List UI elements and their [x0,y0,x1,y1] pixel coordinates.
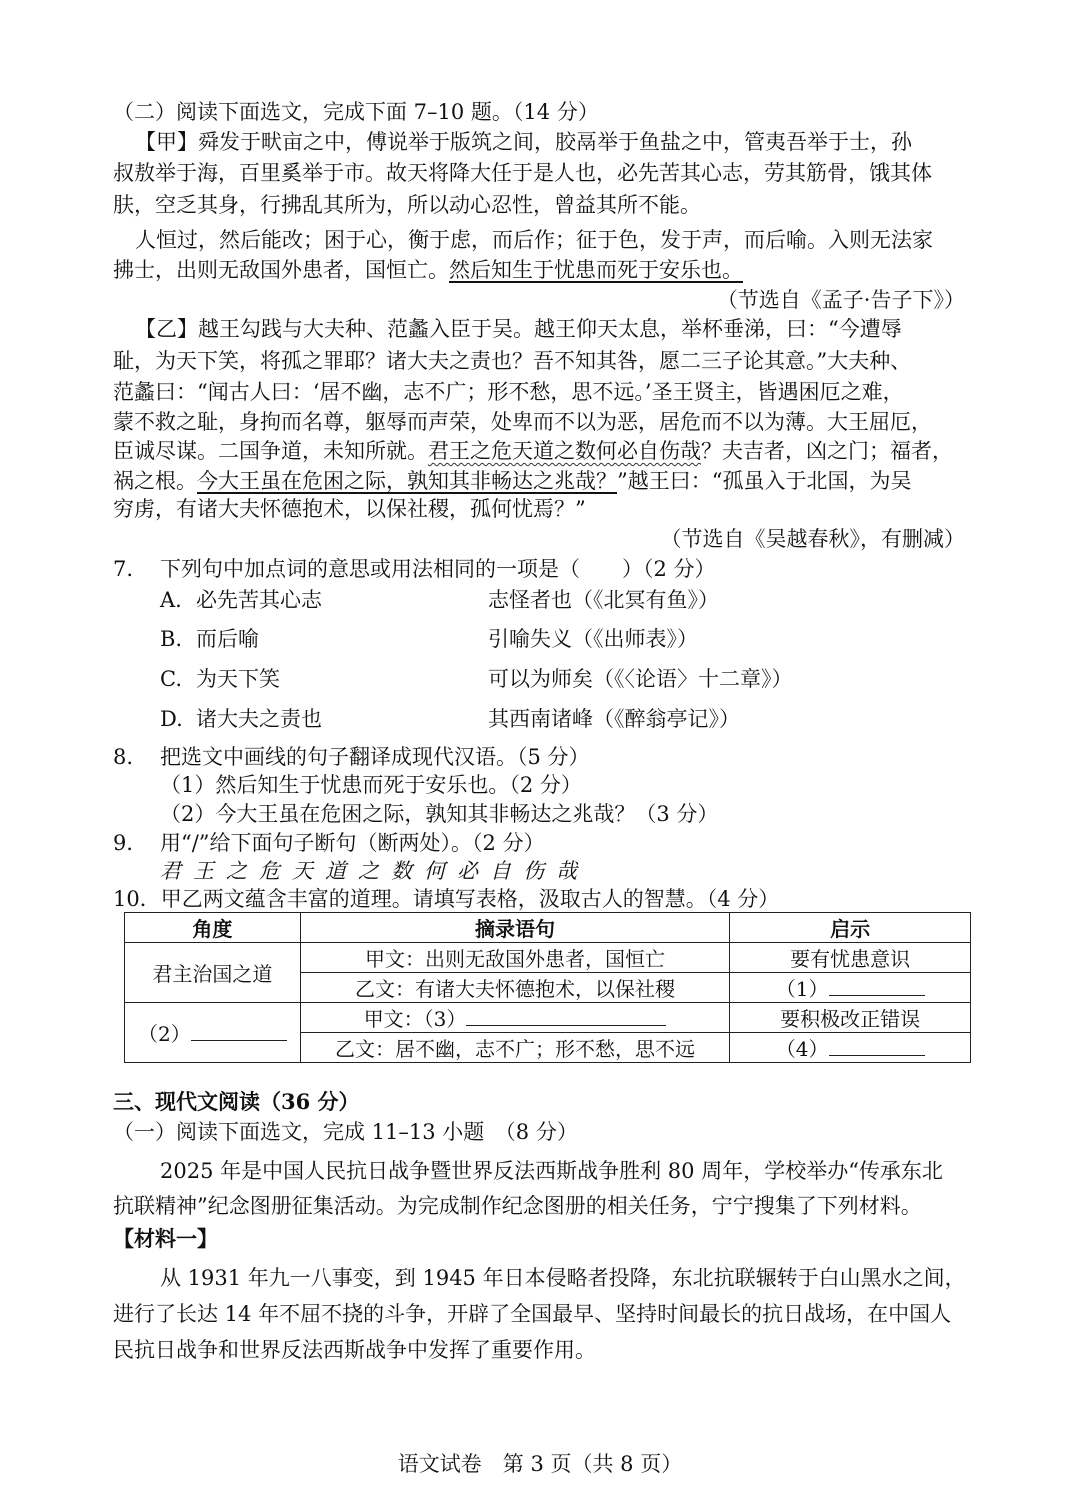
table-cell-quote: 乙文：居不幽，志不广；形不愁，思不远 [300,1033,729,1063]
q7-option-d-right: 其西南诸峰（《醉翁亭记》） [488,707,740,731]
yi-line-5 [113,436,953,466]
table-header-angle: 角度 [125,913,301,943]
material-1-label: 【材料一】 [113,1226,218,1251]
jia-line-5-text: 拂士，出则无敌国外患者，国恒亡。 [113,258,449,282]
q8-sub-2: （2）今大王虽在危困之际，孰知其非畅达之兆哉？（3 分） [160,802,719,826]
blank-label: （2） [138,1022,191,1046]
table-header-insight: 启示 [730,913,971,943]
q7-option-d-label: D. [160,707,183,731]
table-cell-blank-4[interactable] [730,1033,971,1063]
table-cell-quote: 乙文：有诸大夫怀德抱术，以保社稷 [300,973,729,1003]
answer-blank[interactable] [829,977,925,996]
q9-sentence: 君王之危天道之数何必自伤哉 [160,859,589,883]
jia-source: （节选自《孟子·告子下》） [716,288,965,312]
q8-stem: 把选文中画线的句子翻译成现代汉语。（5 分） [160,745,590,769]
page-footer: 语文试卷 第 3 页（共 8 页） [397,1452,683,1476]
jia-line-1: 【甲】舜发于畎亩之中，傅说举于版筑之间，胶鬲举于鱼盐之中，管夷吾举于士，孙 [135,130,912,154]
q7-option-b-right: 引喻失义（《出师表》） [488,627,698,651]
section-3-subheading: （一）阅读下面选文，完成 11–13 小题 （8 分） [113,1120,578,1144]
wavy-underlined-sentence: 君王之危天道之数何必自伤哉 [428,439,701,463]
table-cell-insight: 要积极改正错误 [730,1003,971,1033]
sec3-paragraph-2-line-3: 民抗日战争和世界反法西斯战争中发挥了重要作用。 [113,1338,596,1362]
q9-stem: 用“/”给下面句子断句（断两处）。（2 分） [160,831,545,855]
q7-option-b-label: B. [160,627,183,651]
sec3-paragraph-1-line-1: 2025 年是中国人民抗日战争暨世界反法西斯战争胜利 80 周年，学校举办“传承东北 [160,1159,943,1183]
section-heading: （二）阅读下面选文，完成下面 7–10 题。（14 分） [113,100,599,124]
blank-label: （1） [775,977,829,1001]
yi-line-1: 【乙】越王勾践与大夫种、范蠡入臣于吴。越王仰天太息，举杯垂涕，曰：“今遭辱 [135,317,902,341]
sec3-paragraph-2-line-2: 进行了长达 14 年不屈不挠的斗争，开辟了全国最早、坚持时间最长的抗日战场，在中国人 [113,1302,952,1326]
yi-source: （节选自《吴越春秋》，有删减） [660,527,965,551]
q10-stem: 10．甲乙两文蕴含丰富的道理。请填写表格，汲取古人的智慧。（4 分） [113,887,780,911]
table-cell-blank-1[interactable] [730,973,971,1003]
q7-option-c-label: C. [160,667,182,691]
q7-option-d-left: 诸大夫之责也 [196,707,322,731]
yi-line-7: 穷虏，有诸大夫怀德抱术，以保社稷，孤何忧焉？” [113,497,586,521]
underlined-sentence-1: 然后知生于忧患而死于安乐也。 [449,258,743,282]
q7-option-b-left: 而后喻 [196,627,259,651]
q7-number: 7. [113,557,134,581]
jia-line-2: 叔敖举于海，百里奚举于市。故天将降大任于是人也，必先苦其心志，劳其筋骨，饿其体 [113,161,932,185]
blank-label: 甲文：（3） [363,1007,467,1031]
table-cell-blank-3[interactable] [300,1003,729,1033]
q7-option-c-left: 为天下笑 [196,667,280,691]
yi-line-2: 耻，为天下笑，将孤之罪耶？诸大夫之责也？吾不知其咎，愿二三子论其意。”大夫种、 [113,349,912,373]
jia-line-5 [113,255,743,285]
q9-number: 9． [113,831,148,855]
underlined-sentence-2: 今大王虽在危困之际，孰知其非畅达之兆哉？ [197,469,617,493]
q8-sub-1: （1）然后知生于忧患而死于安乐也。（2 分） [160,773,582,797]
yi-line-6-tail: ”越王曰：“孤虽入于北国，为吴 [617,469,912,493]
q7-option-a-right: 志怪者也（《北冥有鱼》） [488,588,719,612]
yi-line-4: 蒙不救之耻，身拘而名尊，躯辱而声荣，处卑而不以为恶，居危而不以为薄。大王屈厄， [113,410,932,434]
q7-option-a-label: A. [160,588,182,612]
answer-blank[interactable] [191,1022,287,1041]
yi-line-6-head: 祸之根。 [113,469,197,493]
q7-option-c-right: 可以为师矣（《〈论语〉十二章》） [488,667,793,691]
table-cell-angle-1: 君主治国之道 [125,943,301,1003]
yi-line-6 [113,466,911,496]
table-header-quote: 摘录语句 [300,913,729,943]
table-cell-insight: 要有忧患意识 [730,943,971,973]
jia-line-4: 人恒过，然后能改；困于心，衡于虑，而后作；征于色，发于声，而后喻。入则无法家 [135,228,933,252]
answer-table [124,912,971,1063]
jia-line-3: 肤，空乏其身，行拂乱其所为，所以动心忍性，曾益其所不能。 [113,193,701,217]
section-3-heading: 三、现代文阅读（36 分） [113,1089,360,1114]
yi-line-5-tail: ？夫吉者，凶之门；福者， [701,439,953,463]
answer-blank[interactable] [829,1037,925,1056]
q8-number: 8. [113,745,134,769]
sec3-paragraph-2-line-1: 从 1931 年九一八事变，到 1945 年日本侵略者投降，东北抗联辗转于白山黑水之间， [160,1266,966,1290]
q7-option-a-left: 必先苦其心志 [196,588,322,612]
table-cell-blank-2[interactable] [125,1003,301,1063]
yi-line-3: 范蠡曰：“闻古人曰：‘居不幽，志不广；形不愁，思不远。’圣王贤主，皆遇困厄之难， [113,380,904,404]
sec3-paragraph-1-line-2: 抗联精神”纪念图册征集活动。为完成制作纪念图册的相关任务，宁宁搜集了下列材料。 [113,1194,922,1218]
answer-blank[interactable] [466,1007,666,1026]
q7-stem: 下列句中加点词的意思或用法相同的一项是（ ）（2 分） [160,557,716,581]
yi-line-5-text: 臣诚尽谋。二国争道，未知所就。 [113,439,428,463]
blank-label: （4） [775,1037,829,1061]
table-cell-quote: 甲文：出则无敌国外患者，国恒亡 [300,943,729,973]
